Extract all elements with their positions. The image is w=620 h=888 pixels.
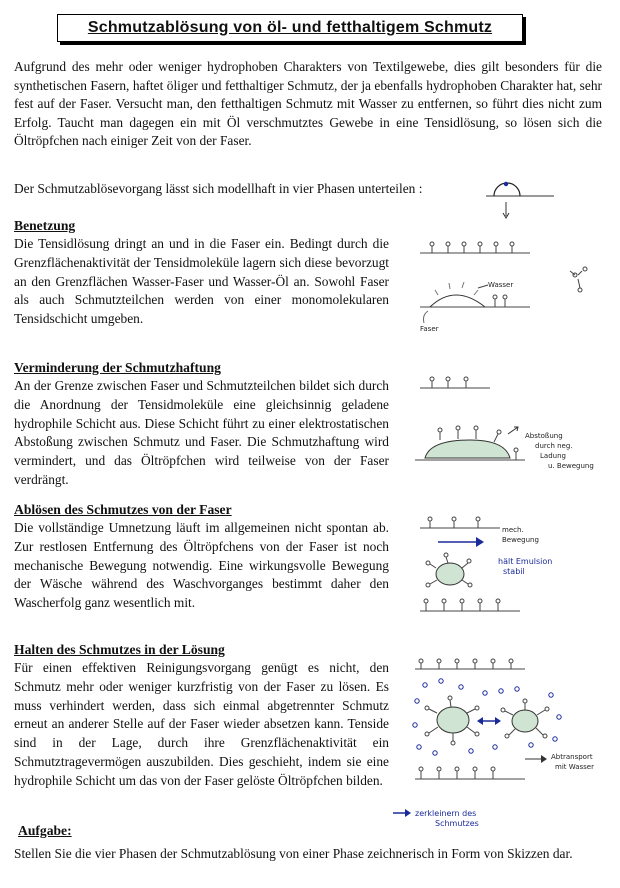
section-text-halten: Für einen effektiven Reinigungsvorgang genügt es nicht, den Schmutz mehr oder weniger kurzfristig von der Faser zu lösen. Es muss verhindert werden, dass sich einmal abgetrennter Schmutz erneut an anderer Stelle auf der Faser wieder absetzen kann. Tenside sind in der Lage, durch ihre Grenzflächenaktivität ein Schmutztragevermögen auszubilden. Dies geschieht, indem sie eine hydrophile Schicht um das von der Faser gelöste Öltröpfchen bilden. [14, 660, 389, 788]
section-text-abloesen: Die vollständige Umnetzung läuft im allgemeinen nicht spontan ab. Zur restlosen Entfernung des Öltröpfchens von der Faser ist noch mechanische Bewegung notwendig. Eine wirkungsvolle Bewegung der Wäsche während des Waschvorganges bestimmt daher den Wascherfolg ganz wesentlich mit. [14, 520, 389, 611]
title-box [57, 14, 523, 42]
sketch-abloesen [410, 512, 610, 632]
section-heading-halten: Halten des Schmutzes in der Lösung [14, 642, 225, 657]
task-text: Stellen Sie die vier Phasen der Schmutzablösung von einer Phase zeichnerisch in Form von Skizzen dar. [14, 846, 573, 861]
lead-sketch [486, 174, 556, 224]
label-mech-2: Bewegung [502, 536, 539, 544]
label-abstossung-4: u. Bewegung [548, 462, 594, 470]
sketch-schmutzhaftung [410, 372, 615, 482]
label-abstossung-1: Abstoßung [525, 432, 563, 440]
intro-paragraph: Aufgrund des mehr oder weniger hydrophoben Charakters von Textilgewebe, dies gilt besonders für die synthetischen Fasern, haftet öliger und fetthaltiger Schmutz, der ja ebenfalls hydrophoben Charakter hat, sehr fest auf der Faser. Versucht man, den fetthaltigen Schmutz mit Wasser zu entfernen, so führt dies nicht zum Erfolg. Taucht man dagegen ein mit Öl verschmutztes Gewebe in eine Tensidlösung, so lösen sich die Öltröpfchen nach einiger Zeit von der Faser. [14, 59, 602, 148]
label-wasser: Wasser [488, 281, 514, 289]
section-heading-schmutzhaftung: Verminderung der Schmutzhaftung [14, 360, 221, 375]
label-emulsion-1: hält Emulsion [498, 557, 553, 566]
task-heading: Aufgabe: [18, 823, 72, 838]
page-title: Schmutzablösung von öl- und fetthaltigem Schmutz [87, 19, 493, 36]
section-heading-benetzung: Benetzung [14, 218, 76, 233]
label-emulsion-2: stabil [503, 567, 525, 576]
lead-sentence: Der Schmutzablösevorgang lässt sich modellhaft in vier Phasen unterteilen : [14, 181, 423, 196]
label-abtransport-2: mit Wasser [555, 763, 594, 771]
label-abstossung-3: Ladung [540, 452, 566, 460]
label-faser: Faser [420, 325, 439, 333]
label-zerkleinern-2: Schmutzes [435, 819, 479, 828]
label-abstossung-2: durch neg. [535, 442, 573, 450]
section-text-benetzung: Die Tensidlösung dringt an und in die Faser ein. Bedingt durch die Grenzflächenaktivität der Tensidmoleküle lagern sich diese bevorzugt an den Grenzflächen Wasser-Faser und Wasser-Öl an. Sowohl Faser als auch Schmutzteilchen werden von einer monomolekularen Tensidschicht umgeben. [14, 236, 389, 327]
section-heading-abloesen: Ablösen des Schmutzes von der Faser [14, 502, 232, 517]
sketch-benetzung [410, 235, 610, 335]
sketch-halten [405, 655, 620, 830]
label-mech-1: mech. [502, 526, 524, 534]
section-text-schmutzhaftung: An der Grenze zwischen Faser und Schmutzteilchen bildet sich durch die Anordnung der Tensidmoleküle eine gleichsinnig geladene hydrophile Schicht aus. Diese Schicht führt zu einer elektrostatischen Abstoßung zwischen Schmutz und Faser. Die Schmutzhaftung wird vermindert, und das Öltröpfchen wird teilweise von der Faser verdrängt. [14, 378, 389, 487]
label-abtransport-1: Abtransport [551, 753, 593, 761]
label-zerkleinern-1: zerkleinern des [415, 809, 477, 818]
